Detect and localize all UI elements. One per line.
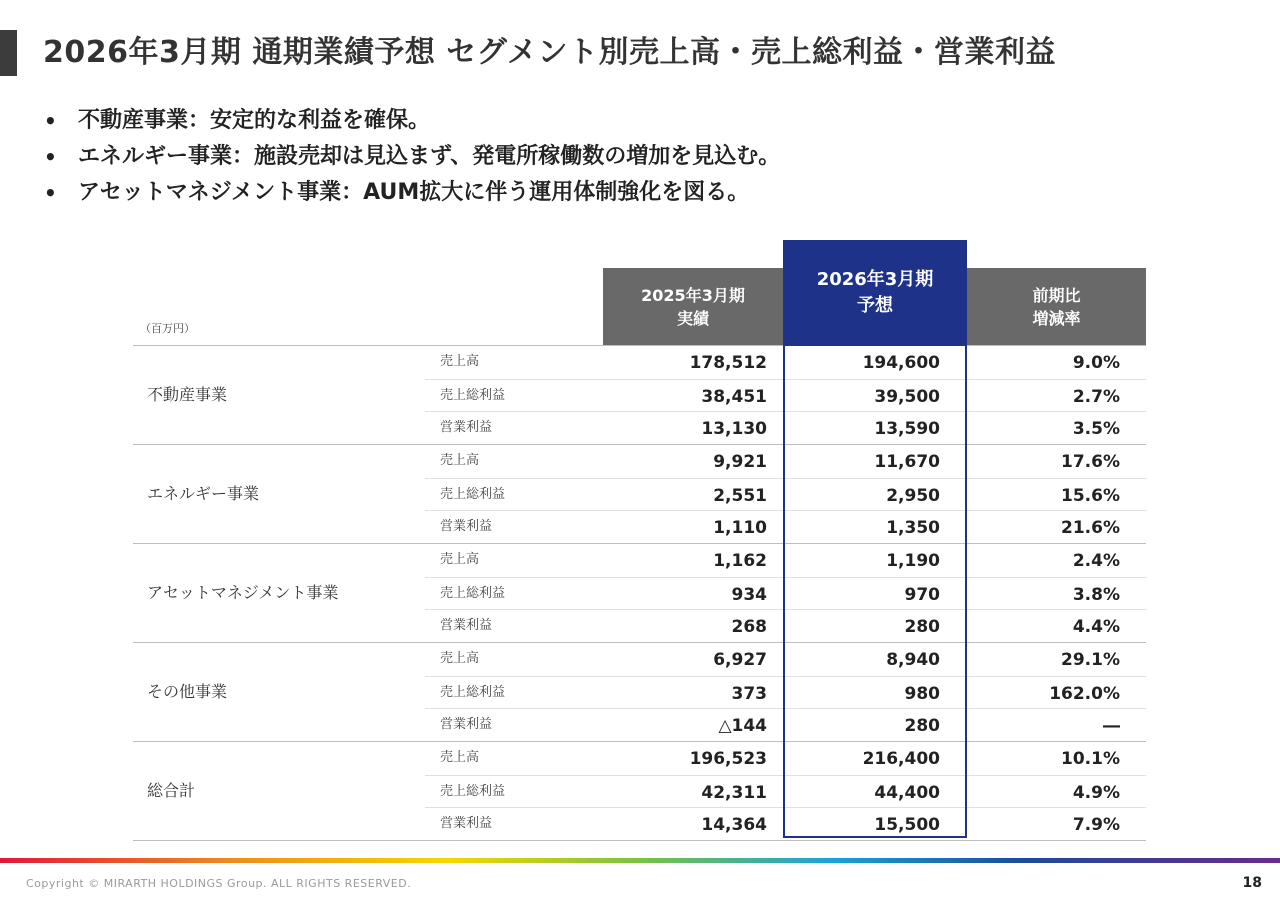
- bullet-item: • 不動産事業：安定的な利益を確保。: [42, 103, 780, 139]
- segment-table: [133, 345, 1146, 841]
- metric-label: 営業利益: [440, 519, 493, 534]
- value-ratio: 3.8%: [1072, 585, 1120, 605]
- value-2025: 38,451: [701, 387, 767, 407]
- header-2025-line2: 実績: [676, 308, 709, 328]
- metric-label: 営業利益: [440, 420, 493, 435]
- metric-label: 売上総利益: [440, 487, 506, 502]
- metric-label: 売上総利益: [440, 685, 506, 700]
- value-2025: 178,512: [689, 353, 767, 373]
- summary-bullets: [42, 103, 780, 211]
- header-2026-forecast: [783, 240, 967, 345]
- header-yoy-change: [967, 268, 1146, 345]
- value-2026: 194,600: [862, 353, 940, 373]
- title-accent-bar: [0, 30, 17, 76]
- segment-group-total: [133, 741, 1146, 841]
- segment-name: その他事業: [147, 682, 228, 701]
- value-2026: 2,950: [886, 486, 940, 506]
- segment-group-real-estate: [133, 345, 1146, 444]
- value-2026: 980: [904, 684, 940, 704]
- value-ratio: 7.9%: [1072, 815, 1120, 835]
- value-2025: 934: [731, 585, 767, 605]
- value-2026: 8,940: [886, 650, 940, 670]
- value-ratio: 17.6%: [1061, 452, 1120, 472]
- header-2025-line1: 2025年3月期: [641, 285, 745, 305]
- value-2026: 44,400: [874, 783, 940, 803]
- value-ratio: 21.6%: [1061, 518, 1120, 538]
- forecast-highlight-frame: [783, 344, 967, 838]
- value-2025: 6,927: [713, 650, 767, 670]
- bullet-item: • アセットマネジメント事業：AUM拡大に伴う運用体制強化を図る。: [42, 175, 780, 211]
- value-2026: 216,400: [862, 749, 940, 769]
- value-2025: △144: [718, 716, 767, 736]
- page-title: 2026年3月期 通期業績予想 セグメント別売上高・売上総利益・営業利益: [43, 35, 1056, 70]
- value-2025: 2,551: [713, 486, 767, 506]
- value-2025: 1,110: [713, 518, 767, 538]
- value-2025: 373: [731, 684, 767, 704]
- metric-label: 売上高: [440, 750, 480, 765]
- value-ratio: 2.4%: [1072, 551, 1120, 571]
- metric-label: 営業利益: [440, 618, 493, 633]
- segment-name: アセットマネジメント事業: [147, 583, 339, 602]
- value-ratio: 10.1%: [1061, 749, 1120, 769]
- segment-group-asset-management: [133, 543, 1146, 642]
- footer-rainbow-bar: [0, 858, 1280, 863]
- value-2026: 1,190: [886, 551, 940, 571]
- metric-label: 売上高: [440, 552, 480, 567]
- value-ratio: 15.6%: [1061, 486, 1120, 506]
- segment-name: エネルギー事業: [147, 484, 260, 503]
- value-2026: 11,670: [874, 452, 940, 472]
- metric-label: 売上総利益: [440, 586, 506, 601]
- segment-name: 不動産事業: [147, 385, 228, 404]
- header-2026-line1: 2026年3月期: [816, 268, 934, 290]
- metric-label: 営業利益: [440, 816, 493, 831]
- value-ratio: 29.1%: [1061, 650, 1120, 670]
- value-ratio: 162.0%: [1049, 684, 1120, 704]
- metric-label: 売上高: [440, 651, 480, 666]
- metric-label: 売上高: [440, 453, 480, 468]
- value-2026: 15,500: [874, 815, 940, 835]
- header-ratio-line1: 前期比: [1032, 285, 1081, 305]
- unit-label: （百万円）: [140, 322, 195, 335]
- value-2025: 42,311: [701, 783, 767, 803]
- header-ratio-line2: 増減率: [1032, 308, 1081, 328]
- value-ratio: 4.9%: [1072, 783, 1120, 803]
- value-2026: 1,350: [886, 518, 940, 538]
- segment-group-energy: [133, 444, 1146, 543]
- header-2026-line2: 予想: [857, 294, 893, 316]
- value-2026: 280: [904, 617, 940, 637]
- value-2025: 9,921: [713, 452, 767, 472]
- value-2025: 1,162: [713, 551, 767, 571]
- metric-label: 営業利益: [440, 717, 493, 732]
- value-2026: 970: [904, 585, 940, 605]
- segment-group-other: [133, 642, 1146, 741]
- value-ratio: ―: [1103, 716, 1120, 736]
- value-ratio: 2.7%: [1072, 387, 1120, 407]
- value-2026: 13,590: [874, 419, 940, 439]
- value-2025: 13,130: [701, 419, 767, 439]
- value-ratio: 3.5%: [1072, 419, 1120, 439]
- page-number: 18: [1242, 875, 1262, 891]
- metric-label: 売上高: [440, 354, 480, 369]
- metric-label: 売上総利益: [440, 784, 506, 799]
- value-2025: 14,364: [701, 815, 767, 835]
- metric-label: 売上総利益: [440, 388, 506, 403]
- copyright-text: Copyright © MIRARTH HOLDINGS Group. ALL RIGHTS RESERVED.: [26, 877, 412, 890]
- value-2025: 268: [731, 617, 767, 637]
- value-ratio: 9.0%: [1072, 353, 1120, 373]
- value-2026: 280: [904, 716, 940, 736]
- bullet-item: • エネルギー事業：施設売却は見込まず、発電所稼働数の増加を見込む。: [42, 139, 780, 175]
- value-2025: 196,523: [689, 749, 767, 769]
- segment-name: 総合計: [147, 781, 196, 800]
- value-ratio: 4.4%: [1072, 617, 1120, 637]
- value-2026: 39,500: [874, 387, 940, 407]
- header-2025-actual: [603, 268, 783, 345]
